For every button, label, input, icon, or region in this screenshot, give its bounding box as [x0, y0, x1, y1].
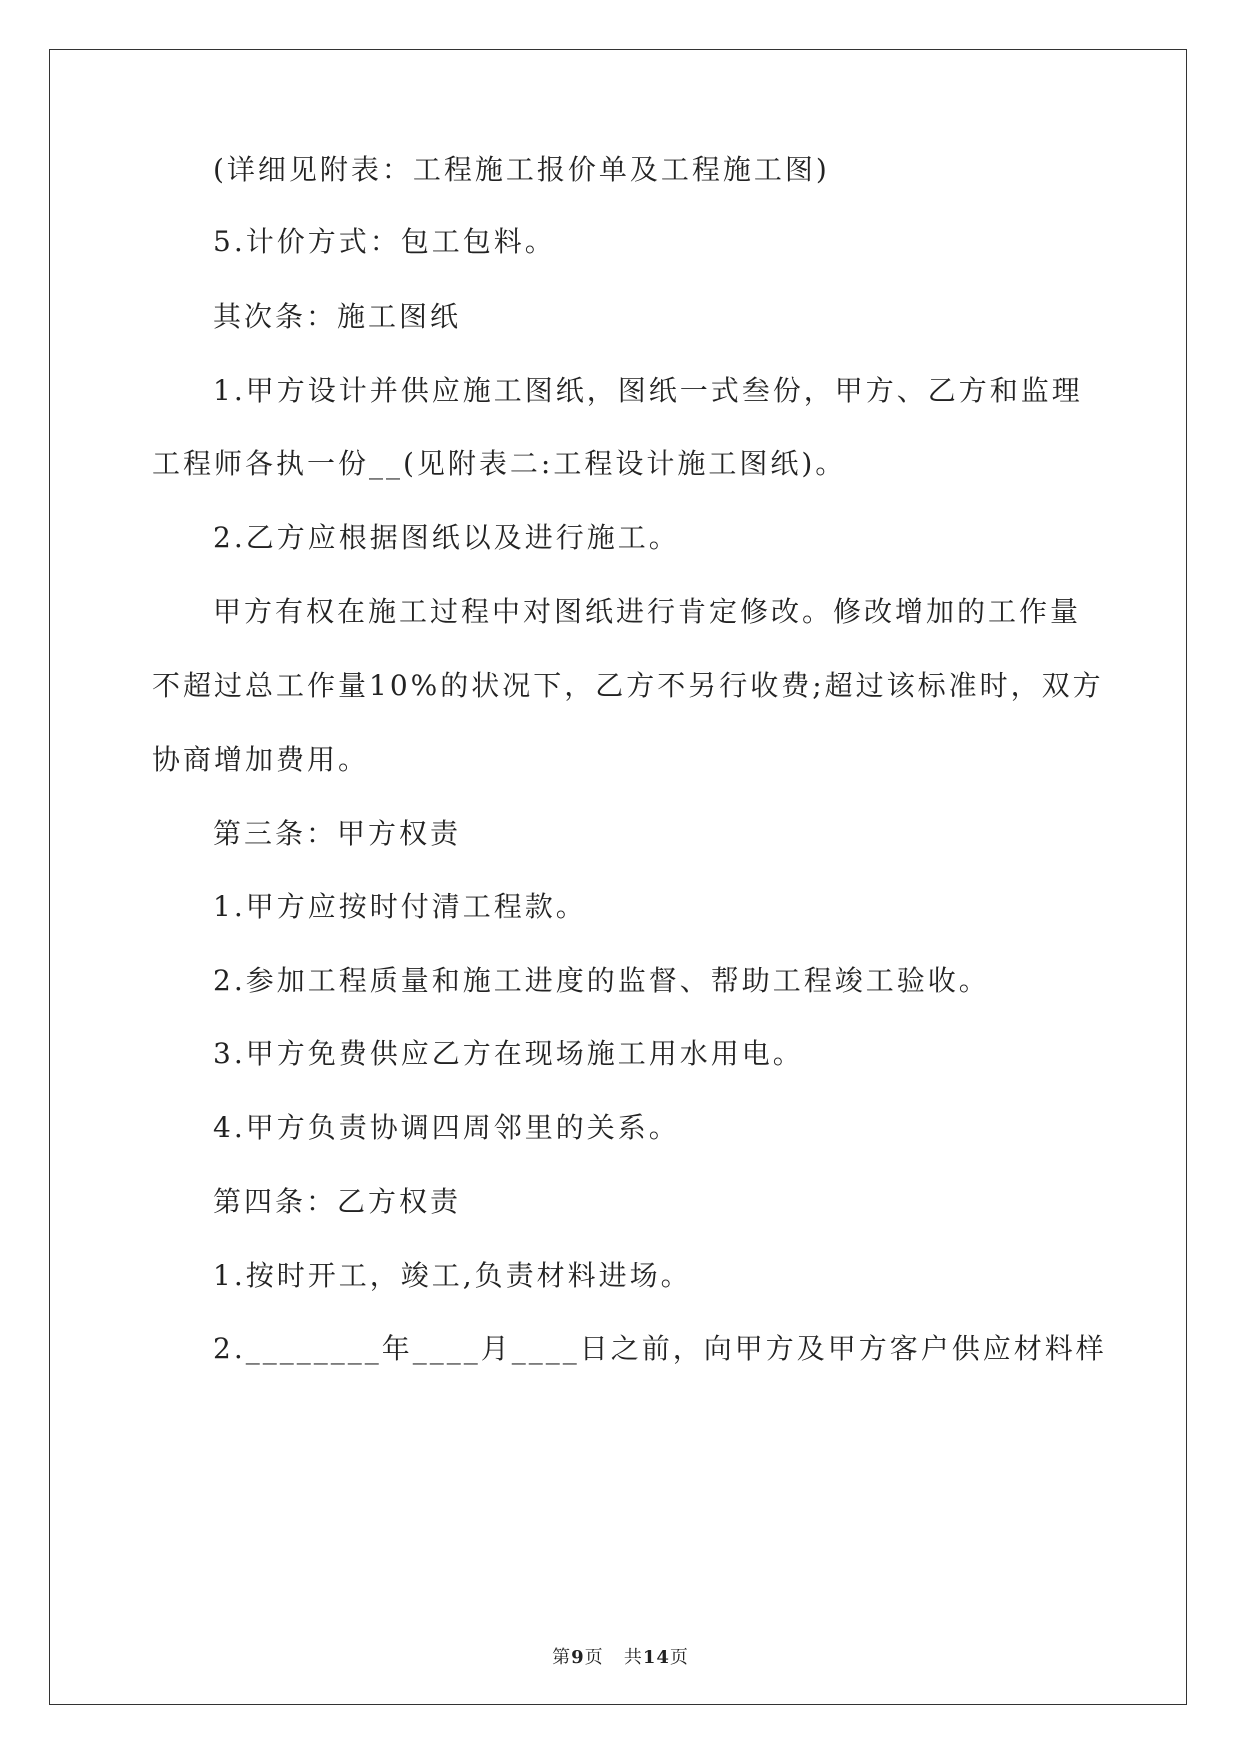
page-suffix: 页	[584, 1647, 604, 1668]
paragraph-line: 3.甲方免费供应乙方在现场施工用水用电。	[213, 1037, 804, 1070]
paragraph-line: 工程师各执一份__(见附表二:工程设计施工图纸)。	[152, 447, 847, 480]
page-number: 9	[571, 1647, 585, 1668]
paragraph-line: 协商增加费用。	[152, 743, 370, 776]
section-heading: 第三条：甲方权责	[213, 817, 462, 850]
page-footer	[0, 1646, 1241, 1670]
paragraph-line: 5.计价方式：包工包料。	[213, 225, 556, 258]
total-prefix: 共	[623, 1647, 643, 1668]
page-prefix: 第	[552, 1647, 572, 1668]
paragraph-line: 1.甲方应按时付清工程款。	[213, 890, 587, 923]
total-suffix: 页	[669, 1647, 689, 1668]
paragraph-line: 1.甲方设计并供应施工图纸，图纸一式叁份，甲方、乙方和监理	[213, 374, 1083, 407]
paragraph-line: 甲方有权在施工过程中对图纸进行肯定修改。修改增加的工作量	[213, 595, 1082, 628]
paragraph-line: 不超过总工作量10%的状况下，乙方不另行收费;超过该标准时，双方	[152, 669, 1104, 702]
paragraph-line: (详细见附表：工程施工报价单及工程施工图)	[213, 153, 830, 186]
paragraph-line: 4.甲方负责协调四周邻里的关系。	[213, 1111, 680, 1144]
section-heading: 其次条：施工图纸	[213, 300, 462, 333]
paragraph-line: 2.________年____月____日之前，向甲方及甲方客户供应材料样	[213, 1332, 1107, 1365]
paragraph-line: 1.按时开工，竣工,负责材料进场。	[213, 1259, 692, 1292]
total-pages: 14	[642, 1647, 670, 1668]
section-heading: 第四条：乙方权责	[213, 1185, 462, 1218]
paragraph-line: 2.参加工程质量和施工进度的监督、帮助工程竣工验收。	[213, 964, 990, 997]
paragraph-line: 2.乙方应根据图纸以及进行施工。	[213, 521, 680, 554]
